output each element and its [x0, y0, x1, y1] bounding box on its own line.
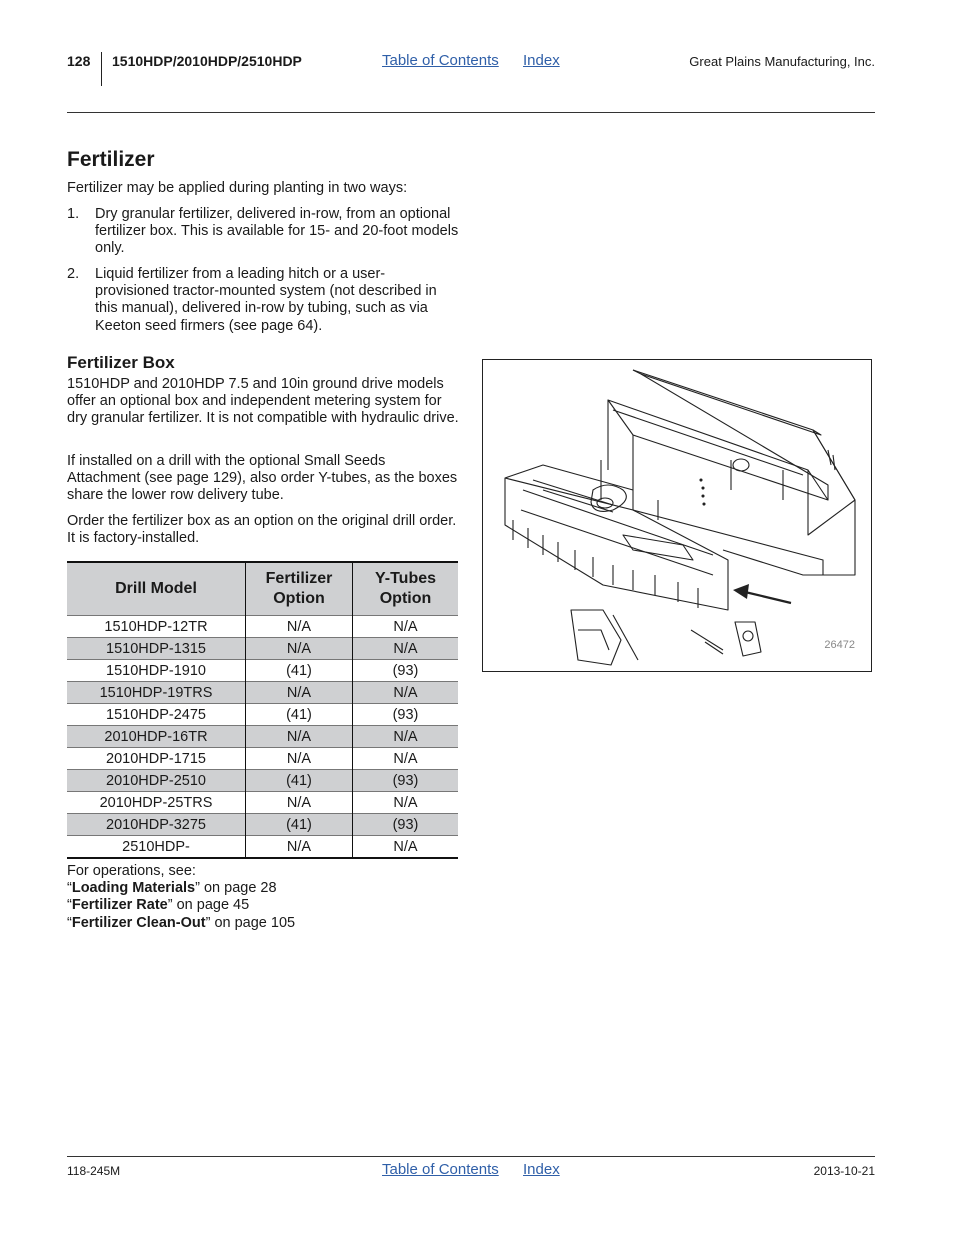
table-cell: N/A — [246, 792, 353, 814]
table-cell: (93) — [353, 770, 459, 792]
index-link[interactable]: Index — [523, 52, 560, 69]
reference-item[interactable]: “Loading Materials” on page 28 — [67, 880, 277, 897]
list-text: Dry granular fertilizer, delivered in-row, from an optional fertilizer box. This is available for 15- and 20-foot models only. — [95, 206, 459, 257]
table-row — [67, 726, 458, 748]
table-cell: 1510HDP-1315 — [67, 638, 246, 660]
options-table — [67, 561, 458, 859]
table-cell: 2010HDP-2510 — [67, 770, 246, 792]
figure-number: 26472 — [824, 639, 855, 651]
table-cell: N/A — [353, 748, 459, 770]
table-cell: N/A — [246, 748, 353, 770]
list-number: 2. — [67, 266, 80, 282]
reference-item[interactable]: “Fertilizer Clean-Out” on page 105 — [67, 914, 296, 931]
table-cell: N/A — [246, 638, 353, 660]
table-cell: 2010HDP-25TRS — [67, 792, 246, 814]
header-rule — [67, 112, 875, 113]
table-cell: 1510HDP-2475 — [67, 704, 246, 726]
table-row — [67, 814, 458, 836]
table-cell: (41) — [246, 704, 353, 726]
table-cell: N/A — [246, 682, 353, 704]
table-cell: (41) — [246, 770, 353, 792]
table-cell: 1510HDP-19TRS — [67, 682, 246, 704]
table-cell: N/A — [353, 638, 459, 660]
header-divider — [101, 52, 102, 86]
table-cell: N/A — [353, 792, 459, 814]
table-cell: N/A — [246, 616, 353, 638]
column-header: Y-Tubes Option — [353, 562, 459, 616]
table-row — [67, 682, 458, 704]
reference-title[interactable]: Loading Materials — [71, 880, 196, 897]
table-cell: N/A — [353, 682, 459, 704]
list-text: Liquid fertilizer from a leading hitch or a user-provisioned tractor-mounted system (not described in this manual), delivered in-row by tubing, such as via Keeton seed firmers (see page 64). — [95, 266, 437, 334]
column-header: Fertilizer Option — [246, 562, 353, 616]
operations-intro: For operations, see: — [67, 863, 196, 879]
document-code: 118-245M — [67, 1164, 121, 1178]
table-cell: (41) — [246, 814, 353, 836]
paragraph: If installed on a drill with the optional Small Seeds Attachment (see page 129), also order Y-tubes, as the boxes share the lower row delivery tube. — [67, 453, 458, 504]
table-cell: N/A — [353, 616, 459, 638]
table-cell: 2010HDP-16TR — [67, 726, 246, 748]
table-cell: (41) — [246, 660, 353, 682]
table-cell: (93) — [353, 704, 459, 726]
reference-title[interactable]: Fertilizer Rate — [71, 897, 168, 914]
table-cell: (93) — [353, 660, 459, 682]
table-cell: 2510HDP- — [67, 836, 246, 859]
table-cell: 2010HDP-1715 — [67, 748, 246, 770]
page-number: 128 — [67, 53, 91, 69]
table-cell: N/A — [353, 836, 459, 859]
section-intro: Fertilizer may be applied during planting in two ways: — [67, 180, 408, 196]
table-row — [67, 792, 458, 814]
document-date: 2013-10-21 — [813, 1164, 875, 1178]
column-header: Drill Model — [67, 562, 246, 616]
table-cell: 2010HDP-3275 — [67, 814, 246, 836]
footer-rule — [67, 1156, 875, 1157]
list-number: 1. — [67, 206, 80, 222]
table-cell: N/A — [246, 836, 353, 859]
table-cell: N/A — [353, 726, 459, 748]
table-row — [67, 660, 458, 682]
table-cell: 1510HDP-12TR — [67, 616, 246, 638]
table-of-contents-link[interactable]: Table of Contents — [382, 52, 499, 69]
table-row — [67, 770, 458, 792]
table-of-contents-link[interactable]: Table of Contents — [382, 1161, 499, 1178]
table-cell: N/A — [246, 726, 353, 748]
table-row — [67, 704, 458, 726]
operations-references — [67, 863, 295, 932]
company-name: Great Plains Manufacturing, Inc. — [689, 54, 875, 69]
reference-title[interactable]: Fertilizer Clean-Out — [71, 914, 206, 931]
table-row — [67, 638, 458, 660]
fertilizer-box-illustration — [483, 360, 871, 671]
fertilizer-box-figure — [482, 359, 872, 672]
section-title: Fertilizer — [67, 148, 155, 171]
model-title: 1510HDP/2010HDP/2510HDP — [112, 53, 302, 69]
paragraph: 1510HDP and 2010HDP 7.5 and 10in ground drive models offer an optional box and independent metering system for dry granular fertilizer. It is not compatible with hydraulic drive. — [67, 376, 459, 427]
table-cell: (93) — [353, 814, 459, 836]
reference-item[interactable]: “Fertilizer Rate” on page 45 — [67, 897, 250, 914]
list-item — [67, 266, 459, 335]
table-row — [67, 616, 458, 638]
list-item — [67, 206, 459, 258]
table-row — [67, 748, 458, 770]
subsection-title: Fertilizer Box — [67, 353, 175, 372]
table-cell: 1510HDP-1910 — [67, 660, 246, 682]
index-link[interactable]: Index — [523, 1161, 560, 1178]
table-row — [67, 836, 458, 859]
paragraph: Order the fertilizer box as an option on the original drill order. It is factory-installed. — [67, 513, 457, 547]
